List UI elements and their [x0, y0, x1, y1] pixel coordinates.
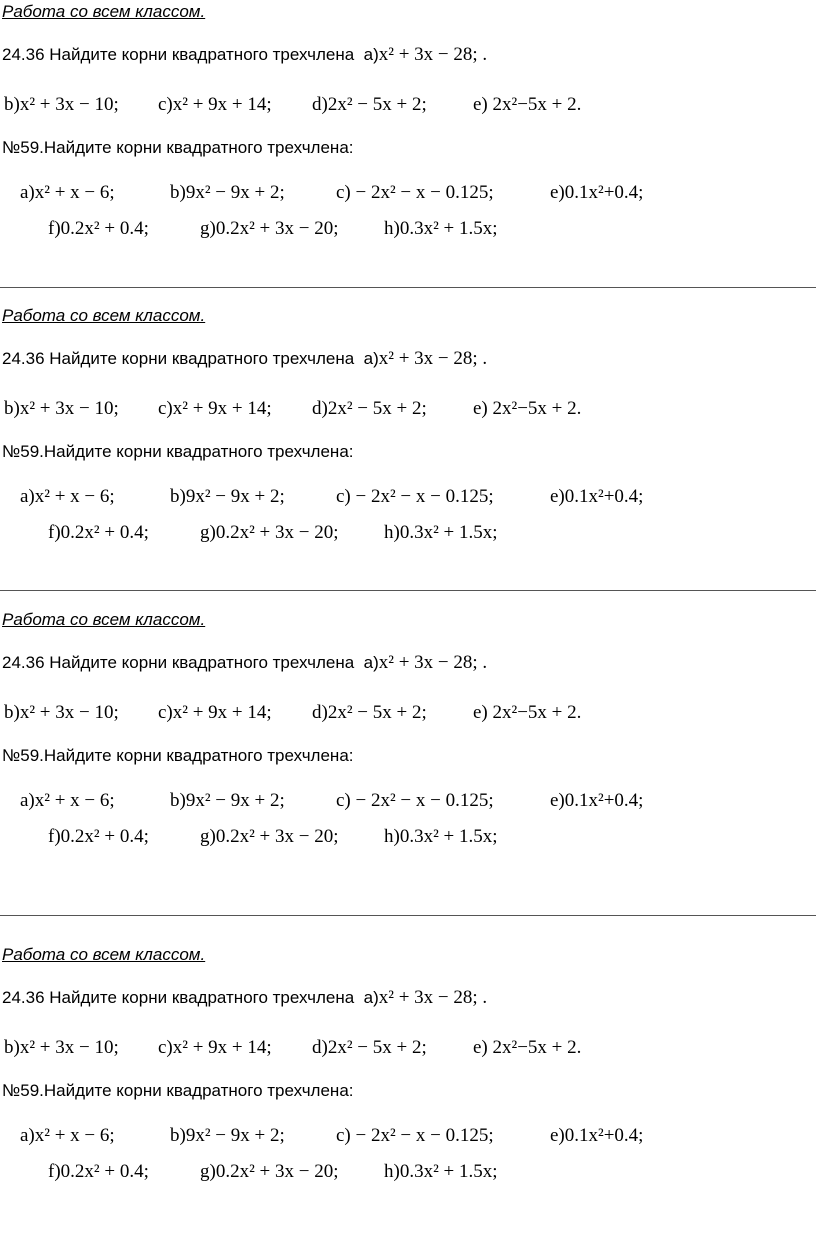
task59-g: g)0.2x² + 3x − 20;: [200, 522, 339, 543]
worksheet-block-2: [0, 306, 816, 606]
task-c: c)x² + 9x + 14;: [158, 1037, 272, 1058]
task59-e: e)0.1x²+0.4;: [550, 1125, 644, 1146]
block-header: Работа со всем классом.: [2, 2, 206, 21]
task-a-label: а): [363, 45, 379, 64]
task-59-title: №59.Найдите корни квадратного трехчлена:: [2, 442, 354, 461]
task59-b: b)9x² − 9x + 2;: [170, 790, 285, 811]
task-b: b)x² + 3x − 10;: [4, 94, 119, 115]
block-header: Работа со всем классом.: [2, 610, 206, 629]
task59-h: h)0.3x² + 1.5x;: [384, 1161, 498, 1182]
task-a-expr: x² + 3x − 28; .: [378, 44, 488, 65]
task-24-36-line: [2, 348, 487, 370]
task59-g: g)0.2x² + 3x − 20;: [200, 1161, 339, 1182]
task59-a: a)x² + x − 6;: [20, 790, 115, 811]
task-e: e) 2x²−5x + 2.: [473, 94, 582, 115]
task59-a: a)x² + x − 6;: [20, 182, 115, 203]
worksheet-block-1: [0, 2, 816, 302]
task-59-title: №59.Найдите корни квадратного трехчлена:: [2, 746, 354, 765]
task59-e: e)0.1x²+0.4;: [550, 790, 644, 811]
block-header: Работа со всем классом.: [2, 945, 206, 964]
task-c: c)x² + 9x + 14;: [158, 702, 272, 723]
block-header: Работа со всем классом.: [2, 306, 206, 325]
task59-e: e)0.1x²+0.4;: [550, 486, 644, 507]
task59-a: a)x² + x − 6;: [20, 486, 115, 507]
task-a-label: а): [363, 988, 379, 1007]
task-24-36-prefix: 24.36 Найдите корни квадратного трехчлена: [2, 45, 355, 64]
task-a-expr: x² + 3x − 28; .: [378, 348, 488, 369]
task-b: b)x² + 3x − 10;: [4, 1037, 119, 1058]
task59-a: a)x² + x − 6;: [20, 1125, 115, 1146]
task-24-36-line: [2, 987, 487, 1009]
task-d: d)2x² − 5x + 2;: [312, 702, 427, 723]
task59-f: f)0.2x² + 0.4;: [48, 522, 149, 543]
task-a-expr: x² + 3x − 28; .: [378, 652, 488, 673]
task-d: d)2x² − 5x + 2;: [312, 94, 427, 115]
divider-1: [0, 287, 816, 288]
task59-c: c) − 2x² − x − 0.125;: [336, 790, 494, 811]
task-24-36-line: [2, 44, 487, 66]
task-a-expr: x² + 3x − 28; .: [378, 987, 488, 1008]
task-b: b)x² + 3x − 10;: [4, 398, 119, 419]
worksheet-block-3: [0, 610, 816, 910]
divider-3: [0, 915, 816, 916]
task-59-title: №59.Найдите корни квадратного трехчлена:: [2, 138, 354, 157]
divider-2: [0, 590, 816, 591]
task59-c: c) − 2x² − x − 0.125;: [336, 1125, 494, 1146]
task59-h: h)0.3x² + 1.5x;: [384, 522, 498, 543]
task-59-title: №59.Найдите корни квадратного трехчлена:: [2, 1081, 354, 1100]
task59-g: g)0.2x² + 3x − 20;: [200, 218, 339, 239]
task59-b: b)9x² − 9x + 2;: [170, 1125, 285, 1146]
task59-f: f)0.2x² + 0.4;: [48, 218, 149, 239]
task59-e: e)0.1x²+0.4;: [550, 182, 644, 203]
task-24-36-line: [2, 652, 487, 674]
task-d: d)2x² − 5x + 2;: [312, 398, 427, 419]
task-24-36-prefix: 24.36 Найдите корни квадратного трехчлена: [2, 349, 355, 368]
worksheet-block-4: [0, 945, 816, 1245]
task-b: b)x² + 3x − 10;: [4, 702, 119, 723]
task59-f: f)0.2x² + 0.4;: [48, 826, 149, 847]
task-24-36-prefix: 24.36 Найдите корни квадратного трехчлена: [2, 653, 355, 672]
task-a-label: а): [363, 349, 379, 368]
task59-c: c) − 2x² − x − 0.125;: [336, 486, 494, 507]
task59-c: c) − 2x² − x − 0.125;: [336, 182, 494, 203]
task-e: e) 2x²−5x + 2.: [473, 1037, 582, 1058]
task-a-label: а): [363, 653, 379, 672]
task-e: e) 2x²−5x + 2.: [473, 702, 582, 723]
task59-h: h)0.3x² + 1.5x;: [384, 218, 498, 239]
task-24-36-prefix: 24.36 Найдите корни квадратного трехчлена: [2, 988, 355, 1007]
task-e: e) 2x²−5x + 2.: [473, 398, 582, 419]
task59-g: g)0.2x² + 3x − 20;: [200, 826, 339, 847]
task-c: c)x² + 9x + 14;: [158, 398, 272, 419]
task59-b: b)9x² − 9x + 2;: [170, 486, 285, 507]
task59-b: b)9x² − 9x + 2;: [170, 182, 285, 203]
task-d: d)2x² − 5x + 2;: [312, 1037, 427, 1058]
task59-h: h)0.3x² + 1.5x;: [384, 826, 498, 847]
task-c: c)x² + 9x + 14;: [158, 94, 272, 115]
task59-f: f)0.2x² + 0.4;: [48, 1161, 149, 1182]
